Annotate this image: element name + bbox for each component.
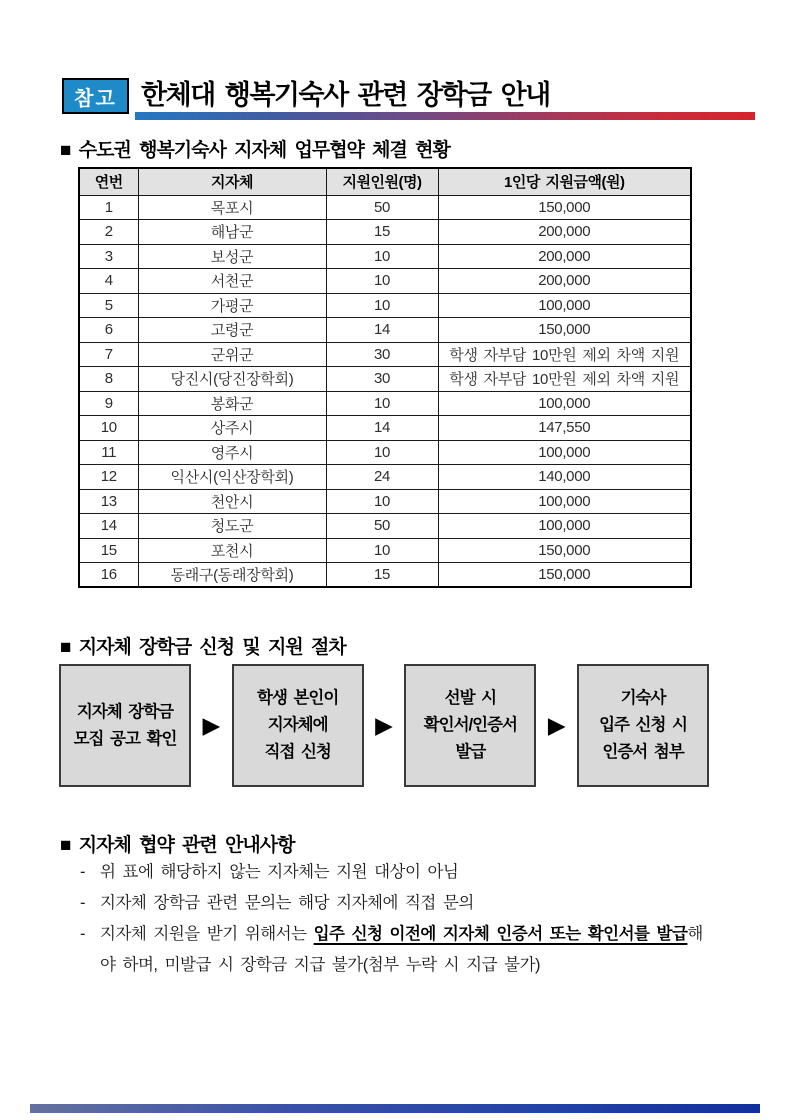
flow-arrow-icon: ▶ (202, 712, 221, 738)
table-cell: 14 (326, 318, 438, 343)
table-cell: 보성군 (138, 244, 326, 269)
table-cell: 10 (326, 244, 438, 269)
table-cell: 고령군 (138, 318, 326, 343)
table-cell: 6 (79, 318, 138, 343)
table-cell: 10 (326, 538, 438, 563)
table-cell: 10 (326, 440, 438, 465)
table-cell: 4 (79, 269, 138, 294)
table-row (79, 563, 691, 588)
notice-segment: 해야 하며, 미발급 시 장학금 지급 불가(첨부 누락 시 지급 불가) (100, 925, 703, 974)
table-cell: 당진시(당진장학회) (138, 367, 326, 392)
table-cell: 9 (79, 391, 138, 416)
process-step-line: 기숙사 (620, 689, 666, 707)
table-cell: 학생 자부담 10만원 제외 차액 지원 (438, 342, 691, 367)
table-cell: 14 (326, 416, 438, 441)
table-cell: 포천시 (138, 538, 326, 563)
table-cell: 200,000 (438, 244, 691, 269)
table-cell: 영주시 (138, 440, 326, 465)
table-cell: 14 (79, 514, 138, 539)
table-row (79, 318, 691, 343)
notice-segment: 지자체 지원을 받기 위해서는 (100, 925, 314, 943)
table-row (79, 440, 691, 465)
table-cell: 목포시 (138, 195, 326, 220)
table-row (79, 514, 691, 539)
notice-text (100, 919, 710, 981)
column-header-no: 연번 (79, 168, 138, 195)
table-cell: 100,000 (438, 514, 691, 539)
table-cell: 200,000 (438, 269, 691, 294)
process-step-line: 지자체 장학금 (76, 702, 174, 721)
table-cell: 학생 자부담 10만원 제외 차액 지원 (438, 367, 691, 392)
table-cell: 8 (79, 367, 138, 392)
notice-item (80, 857, 740, 888)
table-row (79, 293, 691, 318)
table-cell: 100,000 (438, 440, 691, 465)
notice-list (80, 857, 740, 981)
process-step-line: 학생 본인이 (257, 689, 339, 707)
table-cell: 150,000 (438, 538, 691, 563)
table-cell: 2 (79, 220, 138, 245)
process-step-line: 발급 (455, 743, 486, 761)
table-cell: 150,000 (438, 563, 691, 588)
table-cell: 천안시 (138, 489, 326, 514)
table-header-row (79, 168, 691, 195)
reference-badge: 참고 (62, 78, 129, 114)
table-row (79, 220, 691, 245)
process-step-line: 인증서 첨부 (602, 743, 684, 761)
process-step-line: 모집 공고 확인 (73, 729, 177, 748)
table-row (79, 538, 691, 563)
table-cell: 상주시 (138, 416, 326, 441)
table-cell: 15 (79, 538, 138, 563)
table-cell: 10 (326, 293, 438, 318)
table-cell: 50 (326, 195, 438, 220)
flow-arrow-icon: ▶ (547, 712, 566, 738)
agreement-table (78, 167, 692, 588)
table-cell: 10 (326, 489, 438, 514)
table-row (79, 489, 691, 514)
table-cell: 100,000 (438, 489, 691, 514)
process-step-line: 지자체에 (267, 716, 328, 734)
table-cell: 140,000 (438, 465, 691, 490)
table-cell: 해남군 (138, 220, 326, 245)
table-cell: 1 (79, 195, 138, 220)
table-cell: 동래구(동래장학회) (138, 563, 326, 588)
table-cell: 24 (326, 465, 438, 490)
process-step-line: 확인서/인증서 (423, 716, 517, 734)
table-cell: 150,000 (438, 318, 691, 343)
notice-segment: 위 표에 해당하지 않는 지자체는 지원 대상이 아님 (100, 863, 459, 881)
table-cell: 10 (326, 269, 438, 294)
process-step-box (404, 664, 536, 787)
document-header (62, 78, 757, 124)
process-step-box (577, 664, 709, 787)
header-badge-row (62, 78, 757, 114)
table-cell: 11 (79, 440, 138, 465)
process-step-box (232, 664, 364, 787)
table-cell: 10 (79, 416, 138, 441)
process-flow (59, 664, 709, 787)
process-step-line: 선발 시 (444, 689, 497, 707)
table-row (79, 342, 691, 367)
process-step-line: 입주 신청 시 (599, 716, 687, 734)
table-cell: 서천군 (138, 269, 326, 294)
table-cell: 147,550 (438, 416, 691, 441)
table-cell: 200,000 (438, 220, 691, 245)
notice-item (80, 888, 740, 919)
table-cell: 봉화군 (138, 391, 326, 416)
table-cell: 7 (79, 342, 138, 367)
column-header-headcount: 지원인원(명) (326, 168, 438, 195)
section-heading-process: ■ 지자체 장학금 신청 및 지원 절차 (60, 637, 346, 658)
flow-arrow-icon: ▶ (375, 712, 393, 738)
table-cell: 15 (326, 220, 438, 245)
table-cell: 100,000 (438, 391, 691, 416)
notice-segment: 지자체 장학금 관련 문의는 해당 지자체에 직접 문의 (100, 894, 474, 912)
table-cell: 3 (79, 244, 138, 269)
notice-bullet: - (80, 863, 86, 881)
table-cell: 30 (326, 342, 438, 367)
column-header-amount: 1인당 지원금액(원) (438, 168, 691, 195)
table-cell: 50 (326, 514, 438, 539)
table-row (79, 195, 691, 220)
notice-text (100, 888, 474, 919)
table-body (79, 195, 691, 587)
table-row (79, 416, 691, 441)
table-cell: 청도군 (138, 514, 326, 539)
table-cell: 13 (79, 489, 138, 514)
table-cell: 12 (79, 465, 138, 490)
notice-item (80, 919, 740, 981)
section-heading-notice: ■ 지자체 협약 관련 안내사항 (60, 835, 295, 856)
footer-gradient-rule (30, 1104, 760, 1113)
table-cell: 15 (326, 563, 438, 588)
table-row (79, 465, 691, 490)
table-cell: 익산시(익산장학회) (138, 465, 326, 490)
table-row (79, 367, 691, 392)
page-title: 한체대 행복기숙사 관련 장학금 안내 (141, 80, 550, 110)
table-cell: 가평군 (138, 293, 326, 318)
table-cell: 150,000 (438, 195, 691, 220)
notice-bullet: - (80, 894, 86, 912)
table-row (79, 391, 691, 416)
column-header-municipality: 지자체 (138, 168, 326, 195)
notice-bullet: - (80, 925, 86, 943)
process-step-line: 직접 신청 (264, 743, 331, 761)
notice-text (100, 857, 458, 888)
table-cell: 30 (326, 367, 438, 392)
table-cell: 100,000 (438, 293, 691, 318)
process-step-box (59, 664, 191, 787)
notice-emphasis: 입주 신청 이전에 지자체 인증서 또는 확인서를 발급 (313, 925, 688, 943)
table-cell: 10 (326, 391, 438, 416)
table-cell: 5 (79, 293, 138, 318)
table-row (79, 244, 691, 269)
table-cell: 16 (79, 563, 138, 588)
table-cell: 군위군 (138, 342, 326, 367)
table-row (79, 269, 691, 294)
section-heading-agreement-table: ■ 수도권 행복기숙사 지자체 업무협약 체결 현황 (60, 140, 450, 161)
title-gradient-rule (135, 112, 755, 120)
